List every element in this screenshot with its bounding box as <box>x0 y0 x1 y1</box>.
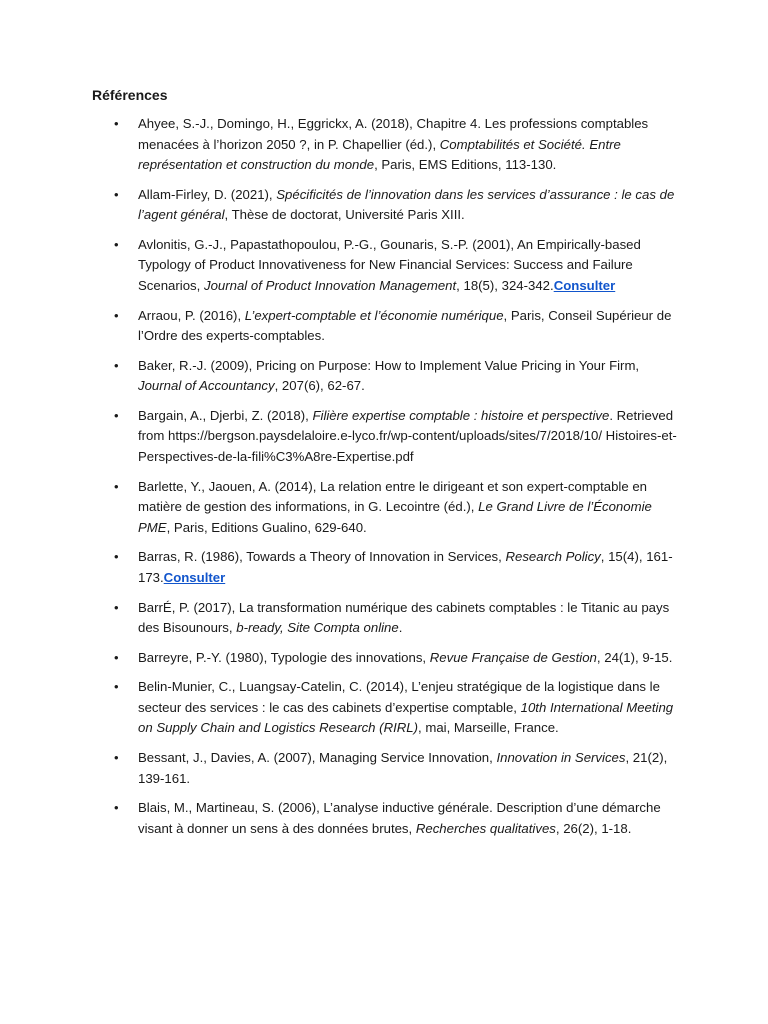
reference-text: , 26(2), 1-18. <box>555 820 632 836</box>
reference-text: Ahyee, S.-J., Domingo, H., Eggrickx, A. (2018), Chapitre 4. Les professions comptables menacées à l’horizon 2050 ?, in P. Chapellier (éd.), <box>138 116 649 152</box>
reference-italic-text: Journal of Product Innovation Management <box>203 277 457 293</box>
reference-item <box>138 677 678 739</box>
reference-text: , Thèse de doctorat, Université Paris XIII. <box>224 207 465 223</box>
reference-item <box>138 306 678 347</box>
reference-text: , Paris, EMS Editions, 113-130. <box>374 157 557 172</box>
reference-text: Bessant, J., Davies, A. (2007), Managing Service Innovation, <box>138 750 497 766</box>
reference-italic-text: Innovation in Services <box>496 750 626 766</box>
reference-text: Barlette, Y., Jaouen, A. (2014), La relation entre le dirigeant et son expert-comptable en matière de gestion des informations, in G. Lecointre (éd.), <box>138 478 648 515</box>
reference-item <box>138 748 678 789</box>
reference-italic-text: Filière expertise comptable : histoire et perspective <box>312 407 610 423</box>
reference-item <box>138 235 678 297</box>
reference-item <box>138 406 678 468</box>
reference-item <box>138 477 678 539</box>
reference-item <box>138 356 678 397</box>
reference-text: Baker, R.-J. (2009), Pricing on Purpose: How to Implement Value Pricing in Your Firm, <box>138 357 640 373</box>
reference-text: BarrÉ, P. (2017), La transformation numérique des cabinets comptables : le Titanic au pays des Bisounours, <box>138 599 670 635</box>
reference-italic-text: b-ready, Site Compta online <box>236 620 399 635</box>
reference-text: Blais, M., Martineau, S. (2006), L’analyse inductive générale. Description d’une démarche visant à donner un sens à des données brutes, <box>138 800 661 836</box>
reference-text: , 24(1), 9-15. <box>596 649 673 665</box>
reference-text: Allam-Firley, D. (2021), <box>138 186 277 202</box>
reference-italic-text: Revue Française de Gestion <box>429 649 597 665</box>
reference-item <box>138 648 678 669</box>
reference-item <box>138 798 678 839</box>
reference-italic-text: 10th International Meeting on Supply Chain and Logistics Research (RIRL) <box>138 699 674 736</box>
reference-italic-text: Recherches qualitatives <box>415 820 556 836</box>
reference-text: Bargain, A., Djerbi, Z. (2018), <box>138 407 313 423</box>
references-list <box>92 114 678 839</box>
reference-text: , Paris, Editions Gualino, 629-640. <box>166 519 367 535</box>
reference-text: . Retrieved from https://bergson.paysdelaloire.e-lyco.fr/wp-content/uploads/sites/7/2018/10/ Histoires-et-Perspectives-de-la-fili%C3%A8re-Expertise.pdf <box>138 407 677 464</box>
reference-item <box>138 598 678 639</box>
consulter-link[interactable]: Consulter <box>553 277 616 293</box>
reference-text: , 18(5), 324-342. <box>456 277 554 293</box>
reference-text: , 15(4), 161-173. <box>138 549 673 585</box>
reference-text: Belin-Munier, C., Luangsay-Catelin, C. (2014), L’enjeu stratégique de la logistique dans le secteur des services : le cas des cabinets d’expertise comptable, <box>138 679 660 715</box>
reference-text: , Paris, Conseil Supérieur de l’Ordre des experts-comptables. <box>138 307 672 344</box>
reference-text: Barreyre, P.-Y. (1980), Typologie des innovations, <box>138 649 430 665</box>
reference-text: , 207(6), 62-67. <box>274 378 365 394</box>
reference-text: . <box>398 620 403 635</box>
reference-italic-text: Spécificités de l’innovation dans les services d’assurance : le cas de l’agent général <box>138 186 675 223</box>
reference-item <box>138 547 678 588</box>
reference-italic-text: Comptabilités et Société. Entre représentation et construction du monde <box>138 136 621 172</box>
reference-text: Arraou, P. (2016), <box>138 307 245 323</box>
reference-item <box>138 185 678 226</box>
consulter-link[interactable]: Consulter <box>163 569 226 585</box>
reference-italic-text: Le Grand Livre de l’Économie PME <box>138 499 652 535</box>
reference-text: , 21(2), 139-161. <box>138 750 668 786</box>
reference-italic-text: L’expert-comptable et l’économie numérique <box>244 307 504 323</box>
reference-italic-text: Journal of Accountancy <box>138 378 275 394</box>
reference-italic-text: Research Policy <box>505 549 601 565</box>
reference-item <box>138 114 678 176</box>
reference-text: Avlonitis, G.-J., Papastathopoulou, P.-G., Gounaris, S.-P. (2001), An Empirically-based Typology of Product Innovativeness for New Financial Services: Success and Failure Scenarios, <box>138 236 641 293</box>
reference-text: , mai, Marseille, France. <box>418 720 559 736</box>
references-heading: Références <box>92 87 168 103</box>
reference-text: Barras, R. (1986), Towards a Theory of Innovation in Services, <box>138 549 506 565</box>
